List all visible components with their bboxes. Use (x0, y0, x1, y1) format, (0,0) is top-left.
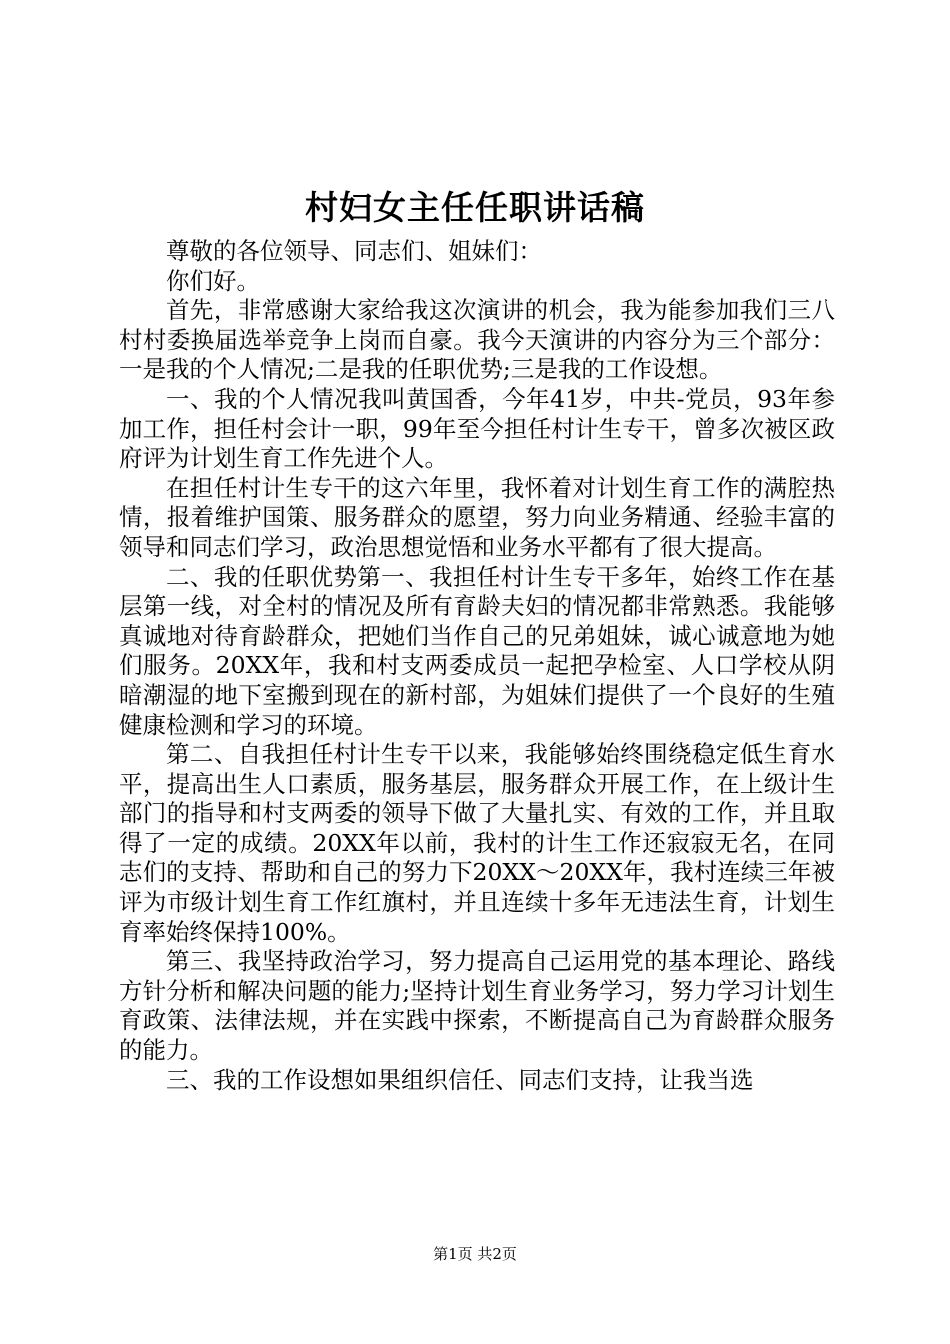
paragraph-advantage-1: 二、我的任职优势第一、我担任村计生专干多年，始终工作在基层第一线，对全村的情况及所有育龄夫妇的情况都非常熟悉。我能够真诚地对待育龄群众，把她们当作自己的兄弟姐妹，诚心诚意地为她们服务。20XX年，我和村支两委成员一起把孕检室、人口学校从阴暗潮湿的地下室搬到现在的新村部，为姐妹们提供了一个良好的生殖健康检测和学习的环境。 (119, 562, 835, 739)
paragraph-advantage-3: 第三、我坚持政治学习，努力提高自己运用党的基本理论、路线方针分析和解决问题的能力;坚持计划生育业务学习，努力学习计划生育政策、法律法规，并在实践中探索，不断提高自己为育龄群众服务的能力。 (119, 947, 835, 1065)
paragraph-intro: 首先，非常感谢大家给我这次演讲的机会，我为能参加我们三八村村委换届选举竞争上岗而自豪。我今天演讲的内容分为三个部分：一是我的个人情况;二是我的任职优势;三是我的工作设想。 (119, 296, 835, 384)
paragraph-advantage-2: 第二、自我担任村计生专干以来，我能够始终围绕稳定低生育水平，提高出生人口素质，服务基层，服务群众开展工作，在上级计生部门的指导和村支两委的领导下做了大量扎实、有效的工作，并且取得了一定的成绩。20XX年以前，我村的计生工作还寂寂无名，在同志们的支持、帮助和自己的努力下20XX～20XX年，我村连续三年被评为市级计划生育工作红旗村，并且连续十多年无违法生育，计划生育率始终保持100%。 (119, 740, 835, 946)
paragraph-salutation: 尊敬的各位领导、同志们、姐妹们： (166, 237, 542, 265)
paragraph-greeting: 你们好。 (166, 266, 260, 295)
paragraph-personal-info: 一、我的个人情况我叫黄国香，今年41岁，中共-党员，93年参加工作，担任村会计一职，99年至今担任村计生专干，曾多次被区政府评为计划生育工作先进个人。 (119, 384, 835, 473)
paragraph-experience: 在担任村计生专干的这六年里，我怀着对计划生育工作的满腔热情，报着维护国策、服务群众的愿望，努力向业务精通、经验丰富的领导和同志们学习，政治思想觉悟和业务水平都有了很大提高。 (119, 473, 835, 561)
page-footer: 第1页 共2页 (433, 1245, 517, 1263)
document-title: 村妇女主任任职讲话稿 (305, 188, 645, 227)
paragraph-work-plan: 三、我的工作设想如果组织信任、同志们支持，让我当选 (166, 1065, 754, 1094)
document-body (119, 237, 835, 1095)
